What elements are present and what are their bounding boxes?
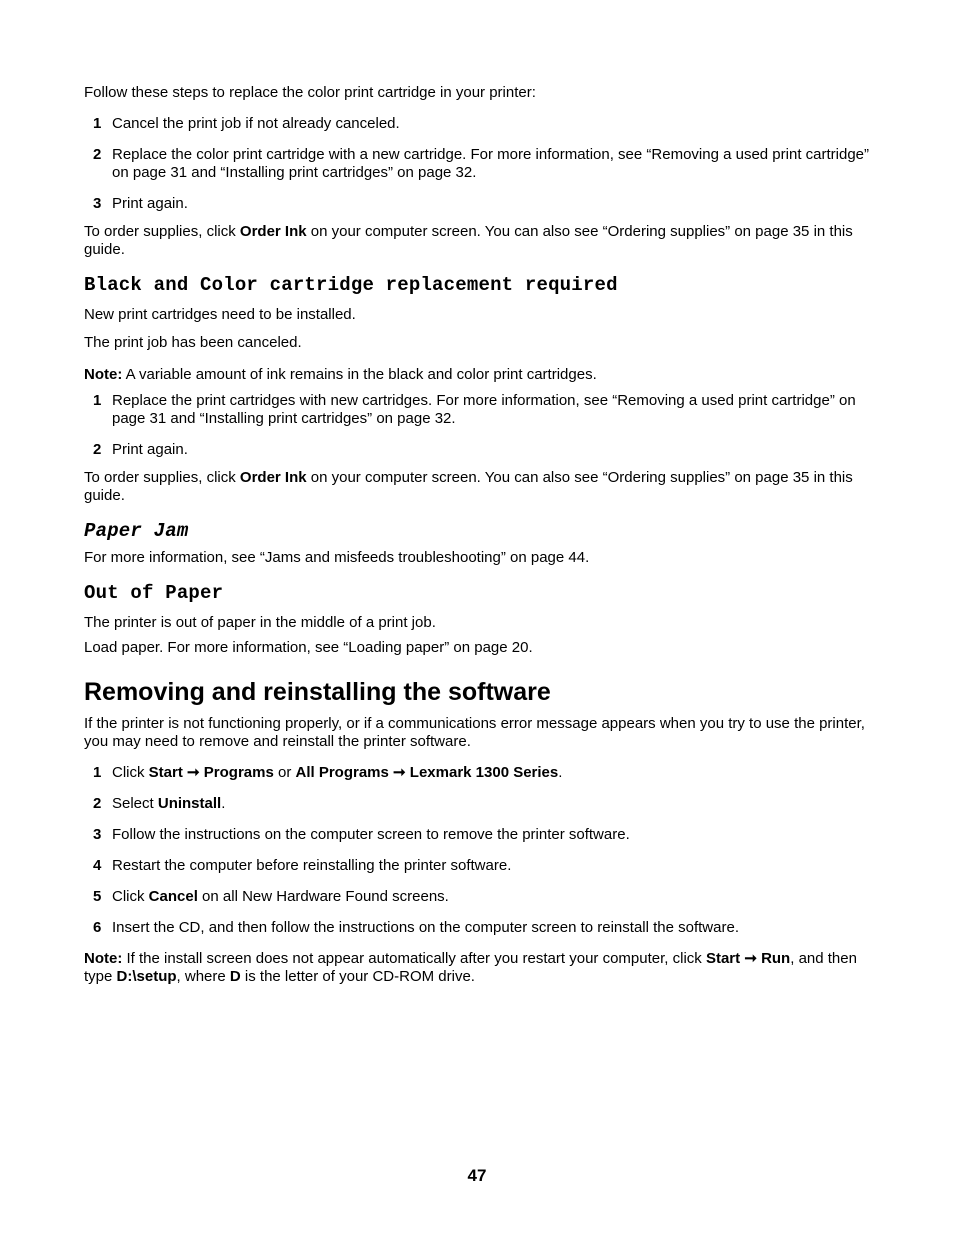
step-text: Replace the print cartridges with new cartridges. For more information, see “Removing a used print cartridge” on page 31 and “Installing print cartridges” on page 32.: [112, 392, 856, 427]
run-label: Run: [761, 950, 791, 967]
start-label: Start: [148, 764, 183, 781]
step-text: Print again.: [112, 195, 188, 212]
step-text: or: [273, 764, 296, 781]
step-number: 4: [93, 857, 102, 874]
all-programs-label: All Programs: [295, 764, 389, 781]
step-text: Restart the computer before reinstalling the printer software.: [112, 857, 512, 874]
remove-note: [84, 950, 874, 986]
order-text-post: on your computer screen. You can also see “Ordering supplies” on page 35 in this guide.: [84, 469, 853, 504]
arrow-right-icon: ➞: [187, 764, 200, 781]
list-item: [84, 195, 874, 213]
oop-line-1: The printer is out of paper in the middle of a print job.: [84, 614, 436, 631]
step-text: Click: [112, 888, 149, 905]
section-heading-black-color: Black and Color cartridge replacement required: [84, 274, 618, 296]
step-text: Click: [112, 764, 149, 781]
list-item: [84, 919, 874, 937]
list-item: [84, 146, 874, 182]
bc-line-2: The print job has been canceled.: [84, 334, 302, 351]
order-ink-label: Order Ink: [239, 469, 307, 486]
section-heading-out-of-paper: Out of Paper: [84, 582, 224, 604]
list-item: [84, 764, 874, 782]
arrow-right-icon: ➞: [744, 950, 757, 967]
uninstall-label: Uninstall: [157, 795, 222, 812]
step-text: Select: [112, 795, 158, 812]
order-ink-label: Order Ink: [239, 223, 307, 240]
step-number: 1: [93, 115, 102, 132]
step-text: Print again.: [112, 441, 188, 458]
step-number: 2: [93, 441, 102, 458]
note-text: , where: [176, 968, 230, 985]
paper-jam-text: For more information, see “Jams and misfeeds troubleshooting” on page 44.: [84, 549, 590, 566]
note-text: , and then type: [84, 950, 857, 985]
steps-remove-software: [84, 764, 874, 937]
page-number: 47: [467, 1166, 487, 1185]
drive-letter: D: [229, 968, 241, 985]
step-text: Follow the instructions on the computer screen to remove the printer software.: [112, 826, 630, 843]
step-number: 3: [93, 195, 102, 212]
lexmark-series-label: Lexmark 1300 Series: [409, 764, 559, 781]
step-text: .: [558, 764, 563, 781]
bc-line-1: New print cartridges need to be installed.: [84, 306, 356, 323]
list-item: [84, 441, 874, 459]
setup-command: D:\setup: [116, 968, 177, 985]
order-text-post: on your computer screen. You can also see “Ordering supplies” on page 35 in this guide.: [84, 223, 853, 258]
page-body: [84, 84, 874, 998]
list-item: [84, 115, 874, 133]
note-label: Note:: [84, 366, 123, 383]
order-text-pre: To order supplies, click: [84, 223, 240, 240]
cancel-label: Cancel: [148, 888, 198, 905]
programs-label: Programs: [203, 764, 274, 781]
step-number: 1: [93, 392, 102, 409]
step-number: 1: [93, 764, 102, 781]
bc-note: [84, 366, 874, 384]
list-item: [84, 795, 874, 813]
oop-line-2: Load paper. For more information, see “Loading paper” on page 20.: [84, 639, 533, 656]
note-text: A variable amount of ink remains in the black and color print cartridges.: [122, 366, 597, 383]
arrow-right-icon: ➞: [393, 764, 406, 781]
step-number: 2: [93, 795, 102, 812]
start-label: Start: [705, 950, 741, 967]
step-number: 5: [93, 888, 102, 905]
note-label: Note:: [84, 950, 123, 967]
order-text-pre: To order supplies, click: [84, 469, 240, 486]
note-text: is the letter of your CD-ROM drive.: [240, 968, 475, 985]
order-supplies-text: [84, 223, 874, 259]
remove-intro: If the printer is not functioning properly, or if a communications error message appears when you try to use the printer, you may need to remove and reinstall the printer software.: [84, 715, 865, 750]
list-item: [84, 392, 874, 428]
step-text: .: [221, 795, 226, 812]
list-item: [84, 826, 874, 844]
step-text: on all New Hardware Found screens.: [197, 888, 449, 905]
note-text: If the install screen does not appear automatically after you restart your computer, click: [122, 950, 706, 967]
section-heading-removing-software: Removing and reinstalling the software: [84, 678, 551, 706]
step-text: Replace the color print cartridge with a new cartridge. For more information, see “Removing a used print cartridge” on page 31 and “Installing print cartridges” on page 32.: [112, 146, 870, 181]
order-supplies-text-2: [84, 469, 874, 505]
step-text: Cancel the print job if not already canceled.: [112, 115, 400, 132]
step-text: Insert the CD, and then follow the instructions on the computer screen to reinstall the software.: [112, 919, 739, 936]
step-number: 3: [93, 826, 102, 843]
step-number: 6: [93, 919, 102, 936]
intro-text: Follow these steps to replace the color print cartridge in your printer:: [84, 84, 536, 101]
section-heading-paper-jam: Paper Jam: [84, 520, 189, 542]
list-item: [84, 888, 874, 906]
steps-black-color: [84, 392, 874, 459]
list-item: [84, 857, 874, 875]
steps-color-cartridge: [84, 115, 874, 213]
step-number: 2: [93, 146, 102, 163]
